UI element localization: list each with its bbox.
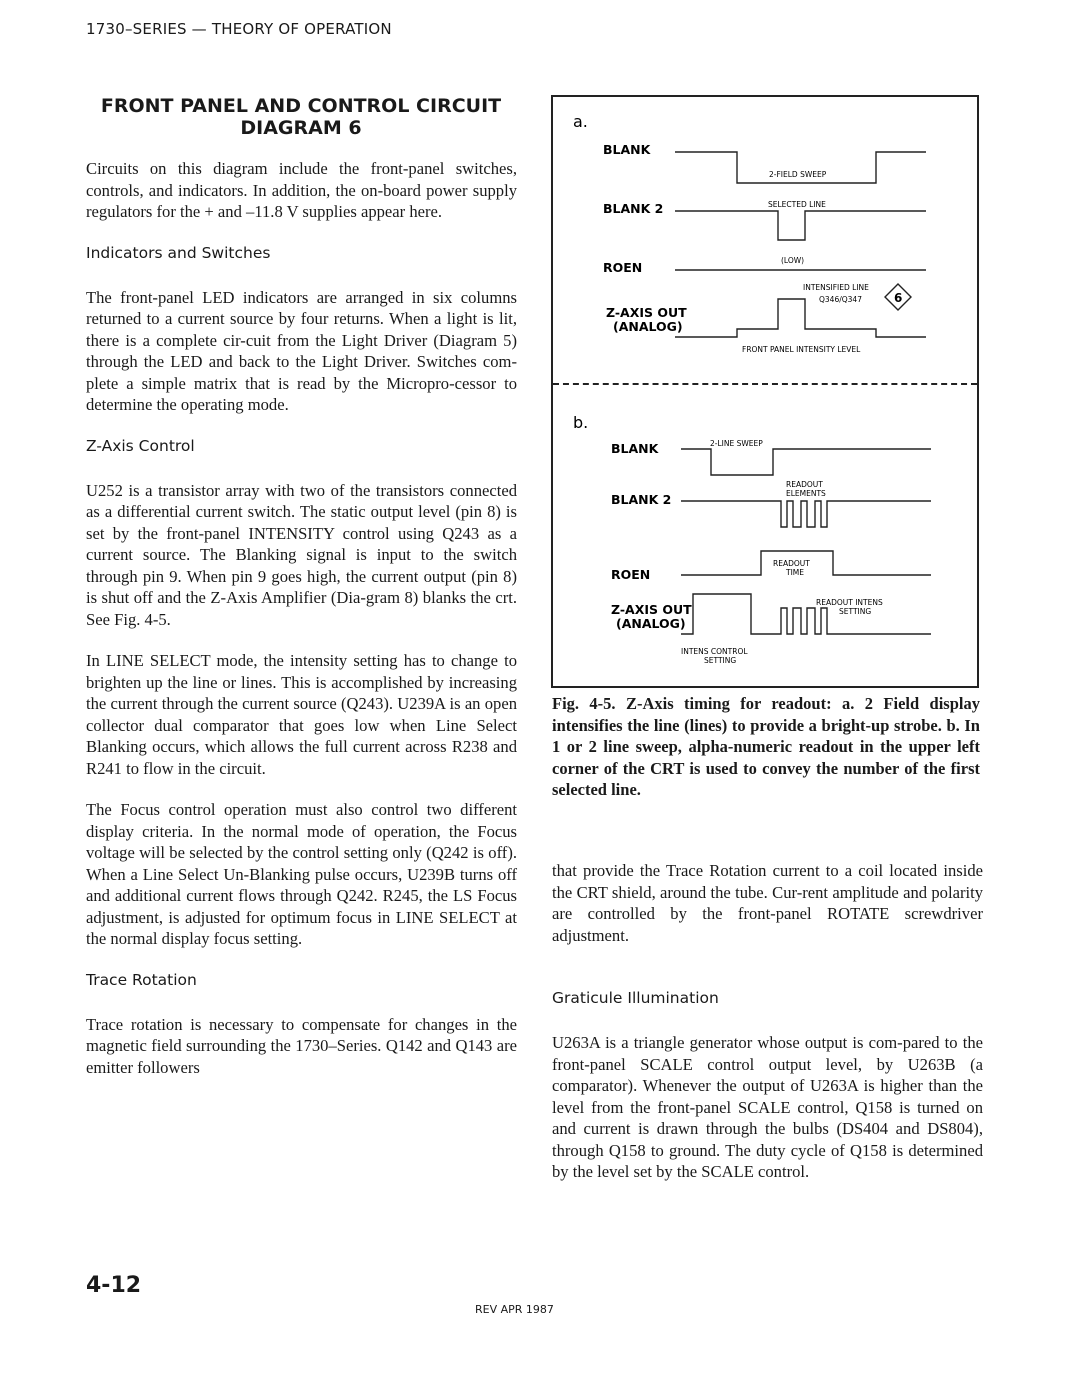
zaxis-heading: Z-Axis Control [86, 436, 195, 455]
signal-blank2-a: BLANK 2 [603, 201, 664, 216]
signal-analog-a: (ANALOG) [613, 319, 683, 334]
annotation-intens-control-2: SETTING [704, 656, 737, 665]
trace-rotation-paragraph: Trace rotation is necessary to compensate for changes in the magnetic field surrounding the 1730–Series. Q142 and Q143 are emitter followers [86, 1014, 517, 1077]
annotation-intensified-line: INTENSIFIED LINE [803, 283, 869, 292]
graticule-paragraph: U263A is a triangle generator whose output is com-pared to the front-panel SCALE control output level, by U263B (a comparator). Whenever the output of U263A is higher than the level from the front-panel SCALE control, Q158 is turned on and current is drawn through the bulbs (DS404 and DS804), through Q158 to ground. The duty cycle of Q158 is determined by the level set by the SCALE control. [552, 1033, 983, 1181]
annotation-field-sweep: 2-FIELD SWEEP [769, 170, 827, 179]
signal-analog-b: (ANALOG) [616, 616, 686, 631]
panel-a-label: a. [573, 112, 588, 131]
intro-paragraph: Circuits on this diagram include the front-panel switches, controls, and indicators. In addition, the on-board power supply regulators for the + and –11.8 V supplies appear here. [86, 159, 517, 221]
left-column [86, 158, 517, 1098]
waveforms-b [681, 449, 931, 634]
indicators-heading: Indicators and Switches [86, 243, 271, 262]
running-header: 1730–SERIES — THEORY OF OPERATION [86, 20, 392, 38]
right-column [552, 860, 983, 1203]
waveforms-a [675, 152, 926, 337]
figure-divider [553, 383, 977, 385]
signal-blank2-b: BLANK 2 [611, 492, 672, 507]
graticule-heading: Graticule Illumination [552, 989, 719, 1007]
annotation-readout-intens-1: READOUT INTENS [816, 598, 883, 607]
annotation-readout-elements-2: ELEMENTS [786, 489, 826, 498]
diagram-6-diamond-icon [885, 284, 911, 310]
annotation-low: (LOW) [781, 256, 805, 265]
section-title-line2: DIAGRAM 6 [240, 117, 362, 139]
signal-blank-a: BLANK [603, 142, 651, 157]
signal-blank-b: BLANK [611, 441, 659, 456]
annotation-readout-elements-1: READOUT [786, 480, 823, 489]
trace-rotation-continued: that provide the Trace Rotation current to a coil located inside the CRT shield, around the tube. Cur-rent amplitude and polarity are controlled by the front-panel ROTATE screwdriver adjustment. [552, 861, 983, 945]
zaxis-paragraph-3: The Focus control operation must also control two different display criteria. In the normal mode of operation, the Focus voltage will be selected by the control setting only (Q242 is off). When a Line Select Un-Blanking pulse occurs, U239B turns off and additional current flows through Q242. R245, the LS Focus adjustment, is adjusted for optimum focus in LINE SELECT at the normal display focus setting. [86, 800, 517, 948]
figure-4-5 [551, 95, 979, 688]
panel-b-label: b. [573, 413, 589, 432]
timing-diagram-a [553, 97, 977, 383]
trace-rotation-heading: Trace Rotation [86, 970, 197, 989]
annotation-q346-q347: Q346/Q347 [819, 295, 862, 304]
annotation-readout-time-2: TIME [786, 568, 805, 577]
signal-roen-a: ROEN [603, 260, 643, 275]
indicators-paragraph: The front-panel LED indicators are arranged in six columns returned to a current source by four returns. When a light is lit, there is a complete cir-cuit from the Light Driver (Diagram 5) through the LED and back to the Light Driver. Switches com-plete a simple matrix that is read by the Micropro-cessor to determine the operating mode. [86, 287, 517, 414]
svg-text:6: 6 [894, 291, 903, 305]
annotation-front-panel-level: FRONT PANEL INTENSITY LEVEL [742, 345, 861, 354]
annotation-readout-time-1: READOUT [773, 559, 810, 568]
annotation-selected-line: SELECTED LINE [768, 200, 826, 209]
annotation-intens-control-1: INTENS CONTROL [681, 647, 748, 656]
revision-date: REV APR 1987 [475, 1303, 554, 1316]
signal-roen-b: ROEN [611, 567, 651, 582]
section-title-line1: FRONT PANEL AND CONTROL CIRCUIT [100, 95, 502, 117]
signal-zaxis-b: Z-AXIS OUT [611, 602, 692, 617]
section-title [86, 95, 516, 139]
annotation-line-sweep: 2-LINE SWEEP [710, 439, 763, 448]
page-number: 4-12 [86, 1273, 142, 1298]
signal-zaxis-a: Z-AXIS OUT [606, 305, 687, 320]
zaxis-paragraph-2: In LINE SELECT mode, the intensity setting has to change to brighten up the line or lines. This is accomplished by increasing the current through the current source (Q243). U239A is an open collector dual comparator that goes low when Line Select Blanking occurs, which allows the full current across R238 and R241 to flow in the circuit. [86, 651, 517, 778]
figure-caption: Fig. 4-5. Z-Axis timing for readout: a. 2 Field display intensifies the line (lines) to provide a bright-up strobe. b. In 1 or 2 line sweep, alpha-numeric readout in the upper left corner of the CRT is used to convey the number of the first selected line. [552, 694, 980, 799]
annotation-readout-intens-2: SETTING [839, 607, 872, 616]
timing-diagram-b [553, 386, 977, 686]
zaxis-paragraph-1: U252 is a transistor array with two of the transistors connected as a differential current switch. The static output level (pin 8) is set by the front-panel INTENSITY control using Q243 as a current source. The Blanking signal is input to the switch through pin 9. When pin 9 goes high, the current output (pin 8) is shut off and the Z-Axis Amplifier (Dia-gram 8) blanks the crt. See Fig. 4-5. [86, 480, 517, 629]
